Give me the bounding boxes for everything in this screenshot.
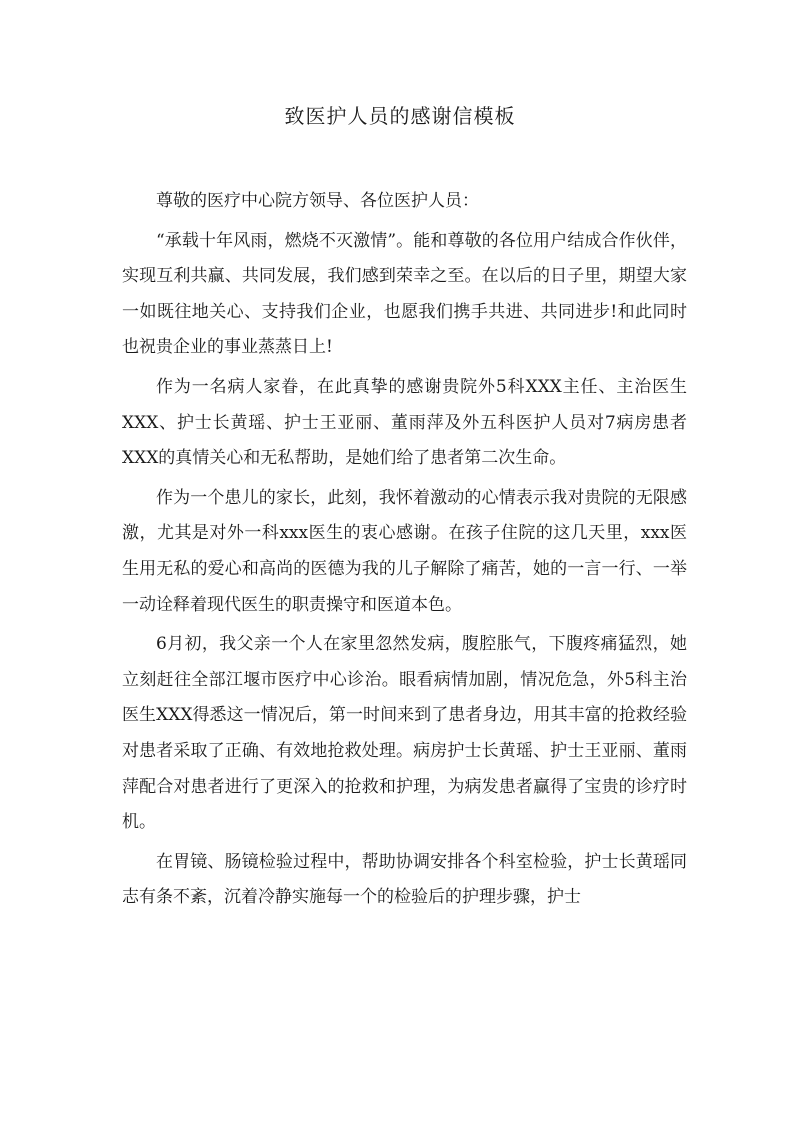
- paragraph-2: 作为一名病人家眷，在此真挚的感谢贵院外5科XXX主任、主治医生XXX、护士长黄瑶、护士王亚丽、董雨萍及外五科医护人员对7病房患者XXX的真情关心和无私帮助，是她们给了患者第二次生命。: [122, 376, 687, 469]
- salutation: 尊敬的医疗中心院方领导、各位医护人员：: [156, 191, 479, 211]
- document-title: 致医护人员的感谢信模板: [284, 104, 516, 128]
- paragraph-1: “承载十年风雨，燃烧不灭激情”。能和尊敬的各位用户结成合作伙伴，实现互利共赢、共同发展，我们感到荣幸之至。在以后的日子里，期望大家一如既往地关心、支持我们企业，也愿我们携手共进、共同进步!和此同时也祝贵企业的事业蒸蒸日上!: [122, 230, 687, 358]
- paragraph-5: 在胃镜、肠镜检验过程中，帮助协调安排各个科室检验，护士长黄瑶同志有条不紊，沉着冷静实施每一个的检验后的护理步骤，护士: [122, 851, 687, 908]
- paragraph-4: 6月初，我父亲一个人在家里忽然发病，腹腔胀气，下腹疼痛猛烈，她立刻赶往全部江堰市医疗中心诊治。眼看病情加剧，情况危急，外5科主治医生XXX得悉这一情况后，第一时间来到了患者身边，用其丰富的抢救经验对患者采取了正确、有效地抢救处理。病房护士长黄瑶、护士王亚丽、董雨萍配合对患者进行了更深入的抢救和护理，为病发患者赢得了宝贵的诊疗时机。: [122, 634, 687, 833]
- letter-body: [122, 184, 687, 916]
- paragraph-3: 作为一个患儿的家长，此刻，我怀着激动的心情表示我对贵院的无限感激，尤其是对外一科xxx医生的衷心感谢。在孩子住院的这几天里，xxx医生用无私的爱心和高尚的医德为我的儿子解除了痛苦，她的一言一行、一举一动诠释着现代医生的职责操守和医道本色。: [122, 487, 687, 615]
